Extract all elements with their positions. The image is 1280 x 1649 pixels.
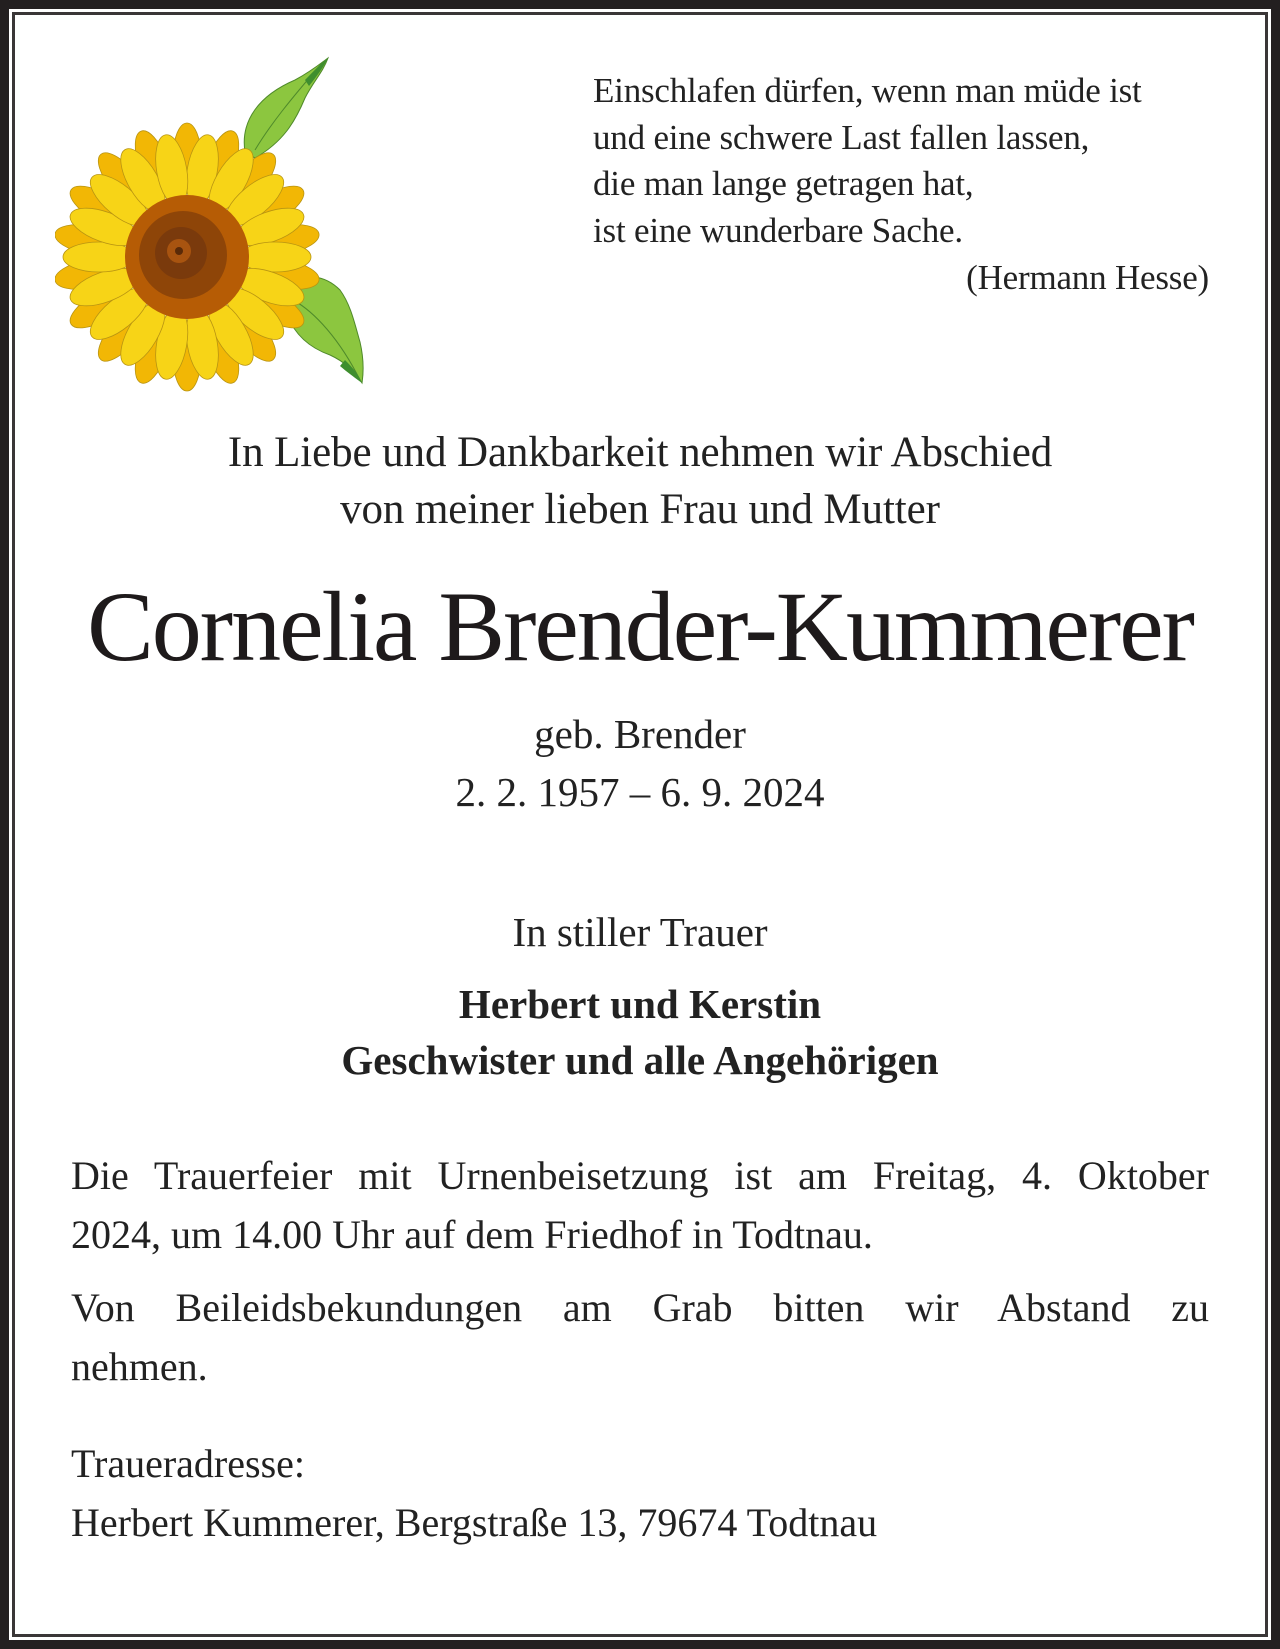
quote-line: und eine schwere Last fallen lassen, — [593, 117, 1090, 157]
life-details — [40, 705, 1240, 821]
mourner-line: Herbert und Kerstin — [458, 981, 822, 1027]
address-label: Traueradresse: — [71, 1441, 306, 1486]
service-paragraph — [71, 1146, 1209, 1264]
quote-author: (Hermann Hesse) — [966, 258, 1209, 297]
deceased-name: Cornelia Brender-Kummerer — [87, 571, 1193, 682]
condolence-line-1: Von Beileidsbekundungen am Grab bitten wir Abstand zu — [71, 1285, 1209, 1330]
service-line-1: Die Trauerfeier mit Urnenbeisetzung ist am Freitag, 4. Oktober — [71, 1153, 1209, 1198]
intro-text — [40, 424, 1240, 538]
intro-line-1: In Liebe und Dankbarkeit nehmen wir Abschied — [227, 429, 1053, 476]
mourning-heading: In stiller Trauer — [512, 909, 768, 955]
mourning-address — [71, 1434, 1209, 1552]
intro-line-2: von meiner lieben Frau und Mutter — [340, 486, 940, 533]
birth-name: geb. Brender — [534, 711, 746, 757]
quote-line: ist eine wunderbare Sache. — [593, 210, 963, 250]
epigraph-quote — [593, 68, 1213, 302]
mourner-line: Geschwister und alle Angehörigen — [341, 1037, 939, 1083]
condolence-paragraph — [71, 1278, 1209, 1396]
life-dates: 2. 2. 1957 – 6. 9. 2024 — [455, 769, 825, 815]
mourners-list — [40, 976, 1240, 1088]
quote-line: die man lange getragen hat, — [593, 164, 974, 203]
quote-line: Einschlafen dürfen, wenn man müde ist — [593, 71, 1142, 110]
address-value: Herbert Kummerer, Bergstraße 13, 79674 Todtnau — [71, 1500, 878, 1545]
condolence-line-2: nehmen. — [71, 1344, 208, 1389]
sunflower-icon — [55, 50, 385, 395]
service-line-2: 2024, um 14.00 Uhr auf dem Friedhof in Todtnau. — [71, 1212, 873, 1257]
